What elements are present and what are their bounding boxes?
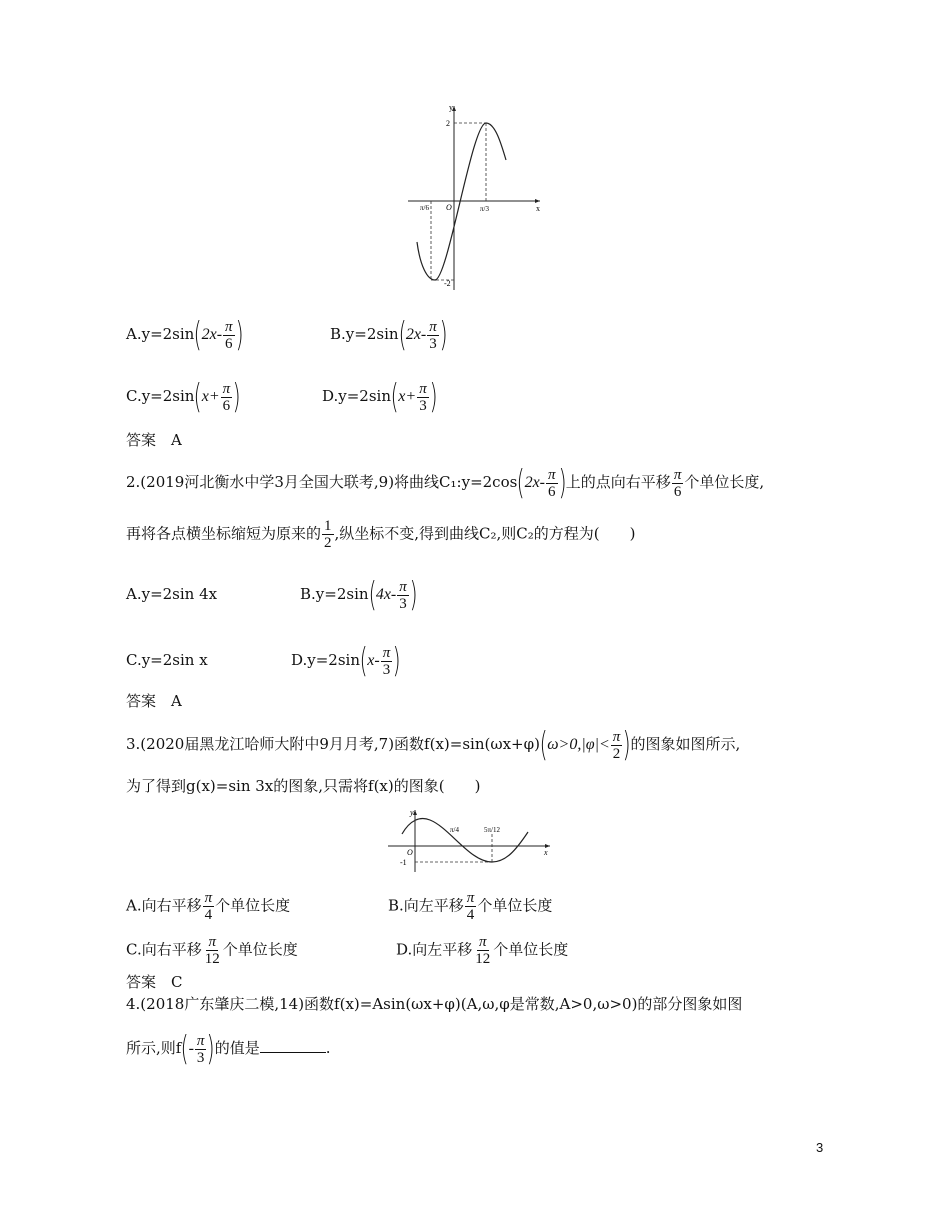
x-axis-label: x xyxy=(536,204,540,213)
answer-blank[interactable] xyxy=(260,1038,326,1053)
q2-answer: 答案 A xyxy=(126,692,182,710)
y-axis-label: y xyxy=(449,103,453,112)
q1-answer: 答案 A xyxy=(126,431,182,449)
q3-line-2: 为了得到g(x)=sin 3x的图象,只需将f(x)的图象( ) xyxy=(126,777,481,795)
q4-line-1: 4.(2018广东肇庆二模,14)函数f(x)=Asin(ωx+φ)(A,ω,φ是常数,A>0,ω>0)的部分图象如图 xyxy=(126,995,743,1013)
x-pos-label: π/3 xyxy=(480,205,489,213)
q2-option-b: B.y=2sin(4x- $\frac{\pi}{3}$ ) xyxy=(300,575,418,615)
q3-line-1: 3.(2020届黑龙江哈师大附中9月月考,7)函数f(x)=sin(ωx+φ)(ω>0,|φ|< $\frac{\pi}{2}$ )的图象如图所示, xyxy=(126,725,741,765)
q2-option-a: A.y=2sin 4x xyxy=(126,585,218,603)
x-5pi-12-label: 5π/12 xyxy=(484,826,500,834)
origin-label: O xyxy=(446,203,452,212)
q2-line-2: 再将各点横坐标缩短为原来的 $\frac{1}{2}$ ,纵坐标不变,得到曲线C₂,则C₂的方程为( ) xyxy=(126,518,636,551)
q2-option-c: C.y=2sin x xyxy=(126,651,208,669)
q1-option-b: B.y=2sin(2x- $\frac{\pi}{3}$ ) xyxy=(330,315,448,355)
q3-option-c: C.向右平移 $\frac{\pi}{12}$ 个单位长度 xyxy=(126,934,298,967)
y-min-label: -1 xyxy=(400,858,407,867)
q1-option-d: D.y=2sin(x+ $\frac{\pi}{3}$ ) xyxy=(322,377,438,417)
figure-1-sine-graph xyxy=(400,100,550,295)
q3-option-b: B.向左平移 $\frac{\pi}{4}$ 个单位长度 xyxy=(388,890,553,923)
q3-option-d: D.向左平移 $\frac{\pi}{12}$ 个单位长度 xyxy=(396,934,569,967)
origin-label: O xyxy=(407,848,413,857)
y-max-label: 2 xyxy=(446,119,450,128)
q1-option-c: C.y=2sin(x+ $\frac{\pi}{6}$ ) xyxy=(126,377,241,417)
q3-option-a: A.向右平移 $\frac{\pi}{4}$ 个单位长度 xyxy=(126,890,291,923)
y-axis-label: y xyxy=(410,808,414,817)
x-pi-4-label: π/4 xyxy=(450,826,459,834)
x-neg-label: π/6 xyxy=(420,204,429,212)
figure-2-sine-graph xyxy=(380,806,555,874)
q3-answer: 答案 C xyxy=(126,973,183,991)
y-min-label: -2 xyxy=(444,279,451,288)
x-axis-label: x xyxy=(544,848,548,857)
q2-line-1: 2.(2019河北衡水中学3月全国大联考,9)将曲线C₁:y=2cos(2x- $\frac{\pi}{6}$ )上的点向右平移 $\frac{\pi}{6}$ 个单位长度, xyxy=(126,463,765,503)
page-number: 3 xyxy=(816,1140,824,1155)
q4-line-2: 所示,则f(- $\frac{\pi}{3}$ )的值是 . xyxy=(126,1029,331,1069)
q2-option-d: D.y=2sin(x- $\frac{\pi}{3}$ ) xyxy=(291,641,401,681)
q1-option-a: A.y=2sin(2x- $\frac{\pi}{6}$ ) xyxy=(126,315,244,355)
